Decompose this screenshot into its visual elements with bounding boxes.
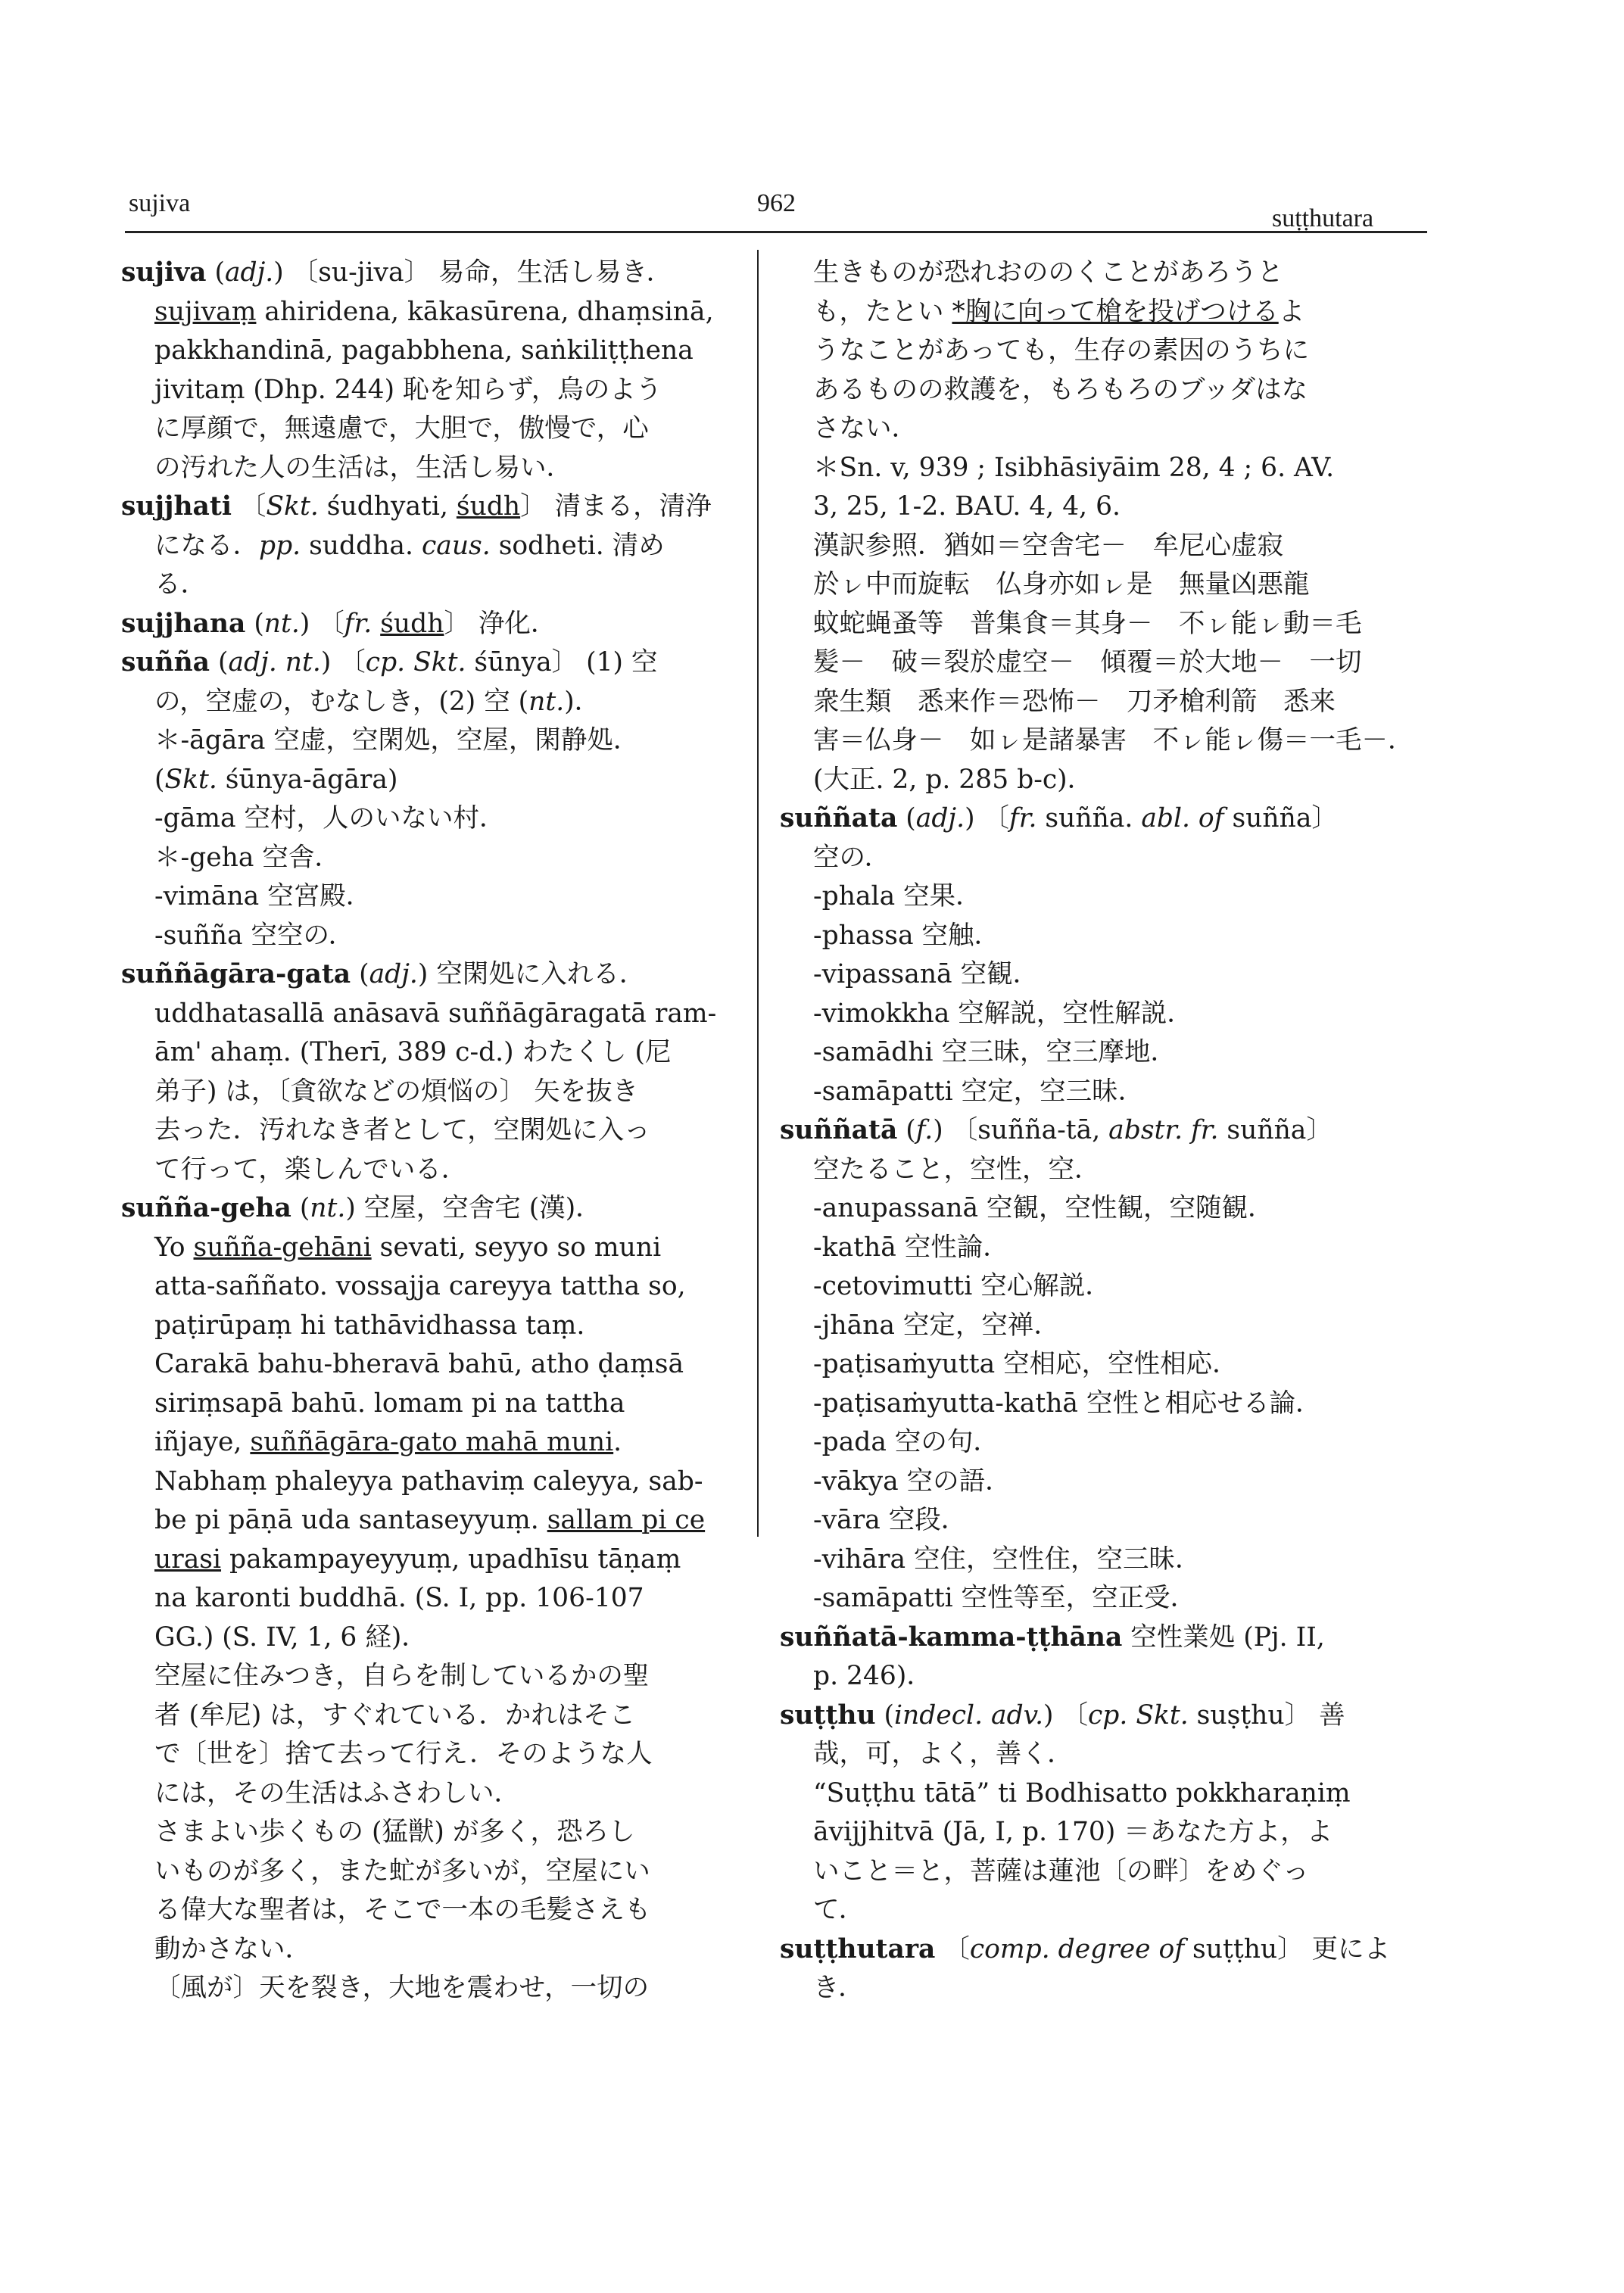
dictionary-line: Yo suñña-gehāni sevati, seyyo so muni: [154, 1232, 662, 1263]
dictionary-line: -vākya 空の語．: [813, 1466, 1011, 1497]
page-number: 962: [757, 189, 796, 217]
dictionary-line: urasi pakampayeyyuṃ, upadhīsu tāṇaṃ: [154, 1544, 681, 1575]
dictionary-line: も，たとい *胸に向って槍を投げつけるよ: [813, 296, 1305, 327]
dictionary-line: で〔世を〕捨て去って行え．そのような人: [154, 1739, 653, 1769]
dictionary-line: には，その生活はふさわしい．: [154, 1777, 520, 1809]
dictionary-line: -vipassanā 空観．: [813, 959, 1040, 989]
dictionary-line: 髪－ 破＝裂於虚空－ 傾覆＝於大地－ 一切: [813, 647, 1362, 678]
dictionary-line: p. 246)．: [813, 1661, 933, 1691]
dictionary-line: suññāgāra-gata (adj.) 空閑処に入れる．: [121, 959, 646, 989]
dictionary-line: -cetovimutti 空心解説．: [813, 1271, 1111, 1301]
running-head-left: sujiva: [129, 189, 191, 217]
dictionary-line: suñña-geha (nt.) 空屋，空舎宅 (漢)．: [121, 1193, 602, 1223]
dictionary-line: 弟子) は，〔貪欲などの煩悩の〕 矢を抜き: [154, 1076, 639, 1107]
dictionary-line: 3, 25, 1-2. BAU. 4, 4, 6.: [813, 491, 1121, 522]
dictionary-line: jivitaṃ (Dhp. 244) 恥を知らず，烏のよう: [154, 374, 662, 405]
dictionary-line: いものが多く，また虻が多いが，空屋にい: [154, 1855, 650, 1886]
dictionary-line: -phala 空果．: [813, 881, 982, 911]
dictionary-line: -vimokkha 空解説，空性解説．: [813, 998, 1193, 1029]
running-head-right: suṭṭhutara: [1272, 204, 1374, 232]
dictionary-line: ām' ahaṃ. (Therī, 389 c-d.) わたくし (尼: [154, 1037, 672, 1067]
dictionary-line: -gāma 空村，人のいない村．: [154, 803, 506, 833]
dictionary-line: -samāpatti 空定，空三昧．: [813, 1076, 1145, 1107]
dictionary-line: sujiva (adj.) 〔su-jiva〕 易命，生活し易き．: [121, 257, 673, 288]
dictionary-line: -kathā 空性論．: [813, 1232, 1009, 1263]
dictionary-line: に厚顔で，無遠慮で，大胆で，傲慢で，心: [154, 413, 649, 444]
dictionary-line: になる．pp. suddha. caus. sodheti. 清め: [154, 530, 665, 561]
dictionary-line: atta-saññato. vossajja careyya tattha so,: [154, 1271, 686, 1301]
dictionary-line: Nabhaṃ phaleyya pathaviṃ caleyya, sab-: [154, 1466, 703, 1497]
dictionary-line: る．: [154, 569, 207, 600]
right-column: [780, 254, 1423, 2008]
dictionary-line: suññatā-kamma-ṭṭhāna 空性業処 (Pj. II,: [780, 1622, 1325, 1653]
dictionary-line: āvijjhitvā (Jā, I, p. 170) ＝あなた方よ，よ: [813, 1817, 1333, 1847]
dictionary-line: 空屋に住みつき，自らを制しているかの聖: [154, 1661, 650, 1691]
dictionary-line: て行って，楽しんでいる．: [154, 1154, 468, 1185]
left-column: [121, 254, 742, 2008]
dictionary-line: Carakā bahu-bheravā bahū, atho ḍaṃsā: [154, 1349, 684, 1379]
dictionary-line: あるものの救護を，もろもろのブッダはな: [813, 374, 1308, 405]
dictionary-line: -samāpatti 空性等至，空正受．: [813, 1583, 1197, 1613]
dictionary-line: 空の．: [813, 842, 891, 873]
dictionary-line: -anupassanā 空観，空性観，空随観．: [813, 1193, 1274, 1223]
dictionary-line: -jhāna 空定，空禅．: [813, 1310, 1060, 1341]
dictionary-line: 動かさない．: [154, 1933, 311, 1964]
header-rule: [125, 231, 1427, 233]
dictionary-line: いこと＝と，菩薩は蓮池〔の畔〕をめぐっ: [813, 1855, 1309, 1886]
dictionary-line: 衆生類 悉来作＝恐怖－ 刀矛槍利箭 悉来: [813, 686, 1336, 717]
dictionary-line: 於ㇾ中而旋転 仏身亦如ㇾ是 無量凶悪龍: [813, 569, 1310, 600]
dictionary-line: suṭṭhutara 〔comp. degree of suṭṭhu〕 更によ: [780, 1933, 1391, 1964]
dictionary-line: -vimāna 空宮殿．: [154, 881, 372, 911]
dictionary-line: 蚊蛇蝇蚤等 普集食＝其身－ 不ㇾ能ㇾ動＝毛: [813, 608, 1362, 639]
dictionary-line: さまよい歩くもの (猛獣) が多く，恐ろし: [154, 1817, 635, 1847]
dictionary-line: -suñña 空空の．: [154, 920, 355, 951]
dictionary-line: 者 (牟尼) は，すぐれている．かれはそこ: [154, 1699, 636, 1731]
dictionary-line: ＊-geha 空舎．: [154, 842, 341, 873]
dictionary-line: pakkhandinā, pagabbhena, saṅkiliṭṭhena: [154, 335, 694, 366]
dictionary-line: GG.) (S. IV, 1, 6 経)．: [154, 1622, 428, 1653]
dictionary-line: “Suṭṭhu tātā” ti Bodhisatto pokkharaṇiṃ: [813, 1777, 1351, 1809]
dictionary-line: sujjhati 〔Skt. śudhyati, śudh〕 清まる，清浄: [121, 491, 712, 522]
dictionary-line: sujivaṃ ahiridena, kākasūrena, dhaṃsinā,: [154, 296, 714, 327]
dictionary-line: 害＝仏身－ 如ㇾ是諸暴害 不ㇾ能ㇾ傷＝一毛－．: [813, 725, 1414, 756]
dictionary-line: uddhatasallā anāsavā suññāgāragatā ram-: [154, 998, 717, 1029]
dictionary-line: -paṭisaṁyutta-kathā 空性と相応せる論．: [813, 1388, 1322, 1419]
dictionary-line: suññata (adj.) 〔fr. suñña. abl. of suñña〕: [780, 803, 1338, 833]
dictionary-line: -pada 空の句．: [813, 1427, 999, 1457]
dictionary-line: ＊-āgāra 空虚，空閑処，空屋，閑静処．: [154, 725, 640, 756]
dictionary-line: の汚れた人の生活は，生活し易い．: [154, 452, 572, 483]
dictionary-line: paṭirūpaṃ hi tathāvidhassa taṃ.: [154, 1310, 585, 1341]
dictionary-line: 去った．汚れなき者として，空閑処に入っ: [154, 1115, 650, 1145]
dictionary-line: be pi pāṇā uda santaseyyuṃ. sallam pi ce: [154, 1505, 706, 1535]
dictionary-line: 哉，可，よく，善く．: [813, 1739, 1074, 1769]
dictionary-line: る偉大な聖者は，そこで一本の毛髪さえも: [154, 1895, 651, 1925]
dictionary-line: suṭṭhu (indecl. adv.) 〔cp. Skt. suṣṭhu〕 善: [780, 1699, 1345, 1731]
dictionary-line: siriṃsapā bahū. lomam pi na tattha: [154, 1388, 625, 1419]
dictionary-line: さない．: [813, 413, 918, 444]
dictionary-line: -vāra 空段．: [813, 1505, 968, 1535]
dictionary-line: 〔風が〕天を裂き，大地を震わせ，一切の: [154, 1973, 650, 2003]
dictionary-line: iñjaye, suññāgāra-gato mahā muni.: [154, 1427, 622, 1457]
dictionary-line: て．: [813, 1895, 865, 1925]
dictionary-line: 生きものが恐れおののくことがあろうと: [813, 257, 1283, 288]
dictionary-line: -vihāra 空住，空性住，空三昧．: [813, 1544, 1202, 1575]
dictionary-line: suñña (adj. nt.) 〔cp. Skt. śūnya〕 (1) 空: [121, 647, 658, 678]
dictionary-line: sujjhana (nt.) 〔fr. śudh〕 浄化．: [121, 608, 557, 639]
column-divider: [757, 250, 759, 1537]
dictionary-line: (Skt. śūnya-āgāra): [154, 764, 398, 795]
dictionary-line: na karonti buddhā. (S. I, pp. 106-107: [154, 1583, 644, 1613]
dictionary-line: -paṭisaṁyutta 空相応，空性相応．: [813, 1349, 1239, 1379]
dictionary-line: の，空虚の，むなしき，(2) 空 (nt.)．: [154, 686, 601, 717]
dictionary-line: 漢訳参照．猶如＝空舎宅－ 牟尼心虚寂: [813, 530, 1283, 561]
dictionary-line: (大正. 2, p. 285 b-c)．: [813, 764, 1094, 795]
dictionary-line: -phassa 空触．: [813, 920, 1000, 951]
dictionary-line: き．: [813, 1973, 865, 2003]
dictionary-line: ＊Sn. v, 939 ; Isibhāsiyāim 28, 4 ; 6. AV.: [813, 452, 1335, 483]
dictionary-line: 空たること，空性，空．: [813, 1154, 1101, 1185]
dictionary-line: -samādhi 空三昧，空三摩地．: [813, 1037, 1177, 1067]
dictionary-line: suññatā (f.) 〔suñña-tā, abstr. fr. suñña〕: [780, 1115, 1333, 1145]
dictionary-line: うなことがあっても，生存の素因のうちに: [813, 335, 1310, 366]
